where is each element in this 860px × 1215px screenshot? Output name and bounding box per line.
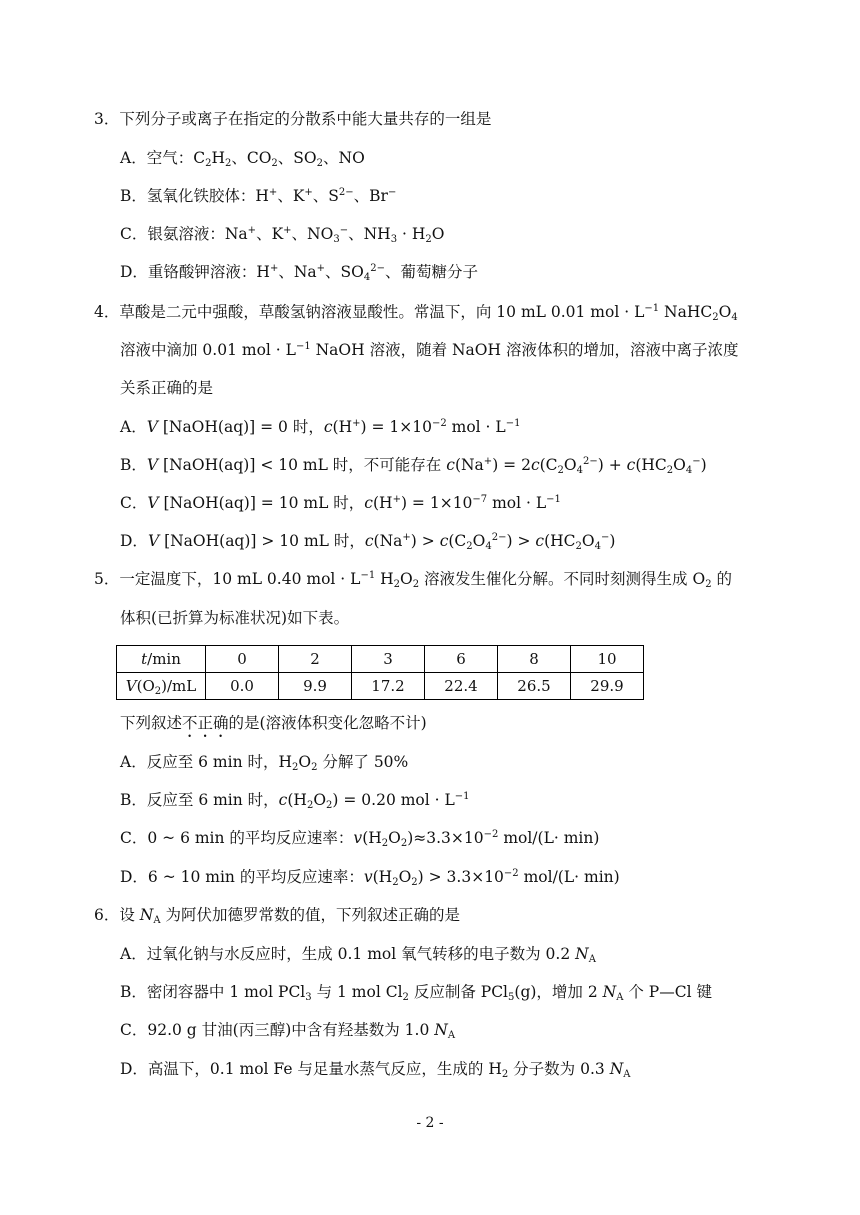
- table-cell: 0.0: [206, 673, 279, 700]
- q4-option-b: B．V [NaOH(aq)] < 10 mL 时，不可能存在 $c(Na^+) = 2c(C_2O_4^{2-}) + c(HC_2O_4^-)$: [120, 456, 707, 476]
- q5-stem-line2: 体积(已折算为标准状况)如下表。: [120, 609, 350, 627]
- table-cell: 3: [352, 646, 425, 673]
- table-cell: 2: [279, 646, 352, 673]
- table-row: [117, 646, 644, 673]
- q4-stem-line3: 关系正确的是: [120, 379, 214, 397]
- q5-stem-line3: 下列叙述不正确的是(溶液体积变化忽略不计): [120, 714, 427, 732]
- q4-option-d: D．V [NaOH(aq)] > 10 mL 时，$c(Na^+) > c(C_2O_4^{2-}) > c(HC_2O_4^-)$: [120, 532, 616, 552]
- table-cell: 22.4: [425, 673, 498, 700]
- table-cell: 9.9: [279, 673, 352, 700]
- q5-option-d: D．6 ~ 10 min 的平均反应速率：$v(H_2O_2) > 3.3\times 10^{-2}$ mol/(L· min): [120, 868, 620, 888]
- q6-stem: 6．设 $N_A$ 为阿伏加德罗常数的值，下列叙述正确的是: [94, 906, 461, 926]
- q5-option-c: C．0 ~ 6 min 的平均反应速率：$v(H_2O_2)\approx 3.3\times 10^{-2}$ mol/(L· min): [120, 829, 600, 849]
- q3-option-b: B．氢氧化铁胶体：H+、K+、$S^{2-}$、Br−: [120, 187, 397, 205]
- table-header-cell: $V(O_2)/mL$: [117, 673, 206, 700]
- table-cell: 8: [498, 646, 571, 673]
- table-cell: 0: [206, 646, 279, 673]
- q4-stem-line2: 溶液中滴加 0.01 mol · $L^{-1}$ NaOH 溶液，随着 NaOH 溶液体积的增加，溶液中离子浓度: [120, 341, 739, 359]
- table-cell: 6: [425, 646, 498, 673]
- q6-option-c: C．92.0 g 甘油(丙三醇)中含有羟基数为 1.0 $N_A$: [120, 1021, 456, 1041]
- q4-option-c: C．V [NaOH(aq)] = 10 mL 时，$c(H^+) = 1\times 10^{-7}$ mol · $L^{-1}$: [120, 494, 561, 512]
- table-cell: 17.2: [352, 673, 425, 700]
- table-row: [117, 673, 644, 700]
- q6-option-d: D．高温下，0.1 mol Fe 与足量水蒸气反应，生成的 $H_2$ 分子数为 0.3 $N_A$: [120, 1060, 631, 1080]
- q5-data-table: [116, 645, 644, 700]
- q6-option-a: A．过氧化钠与水反应时，生成 0.1 mol 氧气转移的电子数为 0.2 $N_A$: [120, 945, 596, 965]
- q3-option-d: D．重铬酸钾溶液：H+、Na+、$SO_4^{2-}$、葡萄糖分子: [120, 263, 479, 283]
- q6-option-b: B．密闭容器中 1 mol PCl$_3$ 与 1 mol $Cl_2$ 反应制备 PCl$_5$(g)，增加 2 $N_A$ 个 P—Cl 键: [120, 983, 712, 1003]
- table-cell: 26.5: [498, 673, 571, 700]
- q5-stem-line1: 5．一定温度下，10 mL 0.40 mol · $L^{-1}$ $H_2O_2$ 溶液发生催化分解。不同时刻测得生成 $O_2$ 的: [94, 570, 732, 590]
- q3-stem: 3．下列分子或离子在指定的分散系中能大量共存的一组是: [94, 110, 492, 128]
- q4-option-a: A．V [NaOH(aq)] = 0 时，$c(H^+) = 1\times 10^{-2}$ mol · $L^{-1}$: [120, 418, 521, 436]
- table-header-cell: t/min: [117, 646, 206, 673]
- q5-option-a: A．反应至 6 min 时，$H_2O_2$ 分解了 50%: [120, 753, 409, 773]
- table-cell: 10: [571, 646, 644, 673]
- q3-option-a: A．空气：$C_2H_2$、$CO_2$、$SO_2$、NO: [120, 149, 365, 169]
- q5-option-b: B．反应至 6 min 时，$c(H_2O_2) = 0.20$ mol · $L^{-1}$: [120, 791, 470, 811]
- table-cell: 29.9: [571, 673, 644, 700]
- q4-stem-line1: 4．草酸是二元中强酸，草酸氢钠溶液显酸性。常温下，向 10 mL 0.01 mol · $L^{-1}$ $NaHC_2O_4$: [94, 303, 738, 323]
- page-number: - 2 -: [416, 1115, 444, 1131]
- q3-option-c: C．银氨溶液：Na+、K+、$NO_3^-$、$NH_3 \cdot H_2O$: [120, 225, 445, 245]
